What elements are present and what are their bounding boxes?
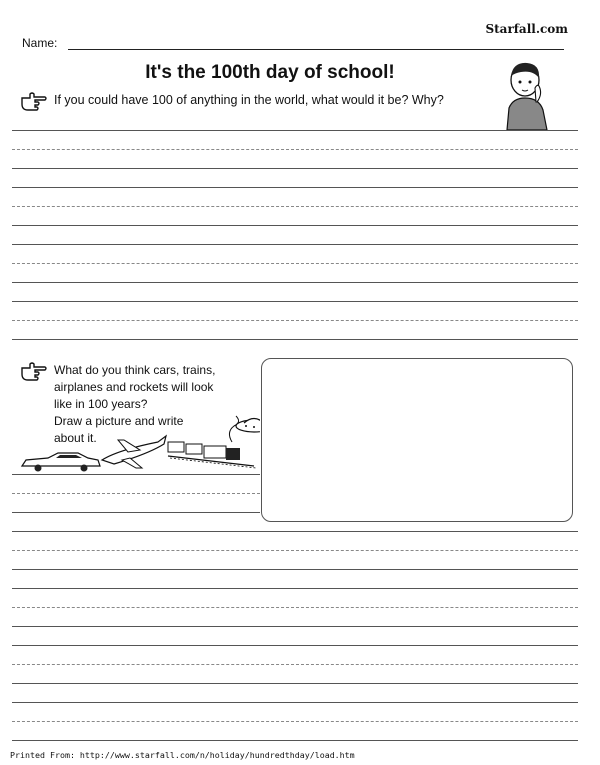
airplane-icon [102,436,166,468]
writing-line [12,531,578,532]
question-2-line: What do you think cars, trains, [54,363,216,377]
writing-guide [12,550,578,551]
question-2-line: airplanes and rockets will look [54,380,214,394]
writing-line [12,588,578,589]
writing-line [12,474,260,475]
print-footer: Printed From: http://www.starfall.com/n/holiday/hundredthday/load.htm [10,750,355,760]
car-icon [22,453,100,472]
question-1: If you could have 100 of anything in the world, what would it be? Why? [54,93,444,107]
writing-line [12,683,578,684]
writing-guide [12,320,578,321]
writing-line [12,301,578,302]
name-line [68,49,564,50]
writing-guide [12,721,578,722]
writing-guide [12,493,260,494]
question-2-line: about it. [54,431,97,445]
brand-logo: Starfall.com [485,22,568,36]
pointing-hand-icon [20,90,48,112]
writing-line [12,702,578,703]
writing-line [12,282,578,283]
writing-guide [12,206,578,207]
question-2-line: Draw a picture and write [54,414,184,428]
writing-line [12,244,578,245]
writing-line [12,168,578,169]
writing-line [12,645,578,646]
writing-line [12,187,578,188]
flying-saucer-icon [236,419,260,433]
drawing-box[interactable] [261,358,573,522]
vehicles-illustration [18,412,260,476]
question-2-line: like in 100 years? [54,397,148,411]
writing-guide [12,607,578,608]
writing-guide [12,149,578,150]
writing-line [12,339,578,340]
writing-line [12,130,578,131]
name-label: Name: [22,36,58,50]
writing-line [12,626,578,627]
writing-line [12,569,578,570]
page-title: It's the 100th day of school! [145,62,395,83]
writing-line [12,512,260,513]
writing-line [12,225,578,226]
pointing-hand-icon [20,360,48,382]
writing-line [12,740,578,741]
writing-guide [12,664,578,665]
boy-thinking-illustration [503,58,551,130]
writing-guide [12,263,578,264]
